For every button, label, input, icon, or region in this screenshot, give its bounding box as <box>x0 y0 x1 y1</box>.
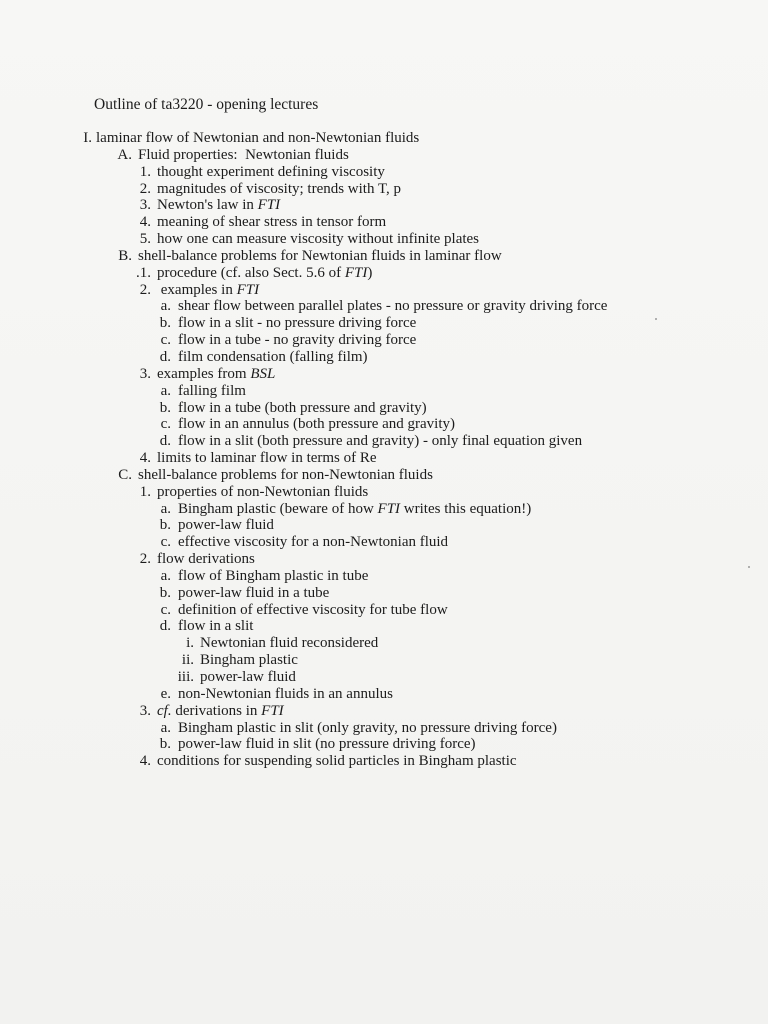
outline-item-level-3 <box>0 231 768 248</box>
outline-item-level-5 <box>0 669 768 686</box>
outline-text <box>138 248 502 265</box>
outline-text-main: shear flow between parallel plates - no pressure or gravity driving force <box>178 298 608 315</box>
outline-text <box>138 467 433 484</box>
outline-marker: 4. <box>139 214 151 231</box>
outline-item-level-4 <box>0 332 768 349</box>
outline-text <box>157 450 377 467</box>
outline-text <box>157 282 259 299</box>
outline-text <box>178 720 557 737</box>
outline-text-main: examples from <box>157 365 251 382</box>
outline-marker: d. <box>159 348 171 365</box>
outline-text <box>157 551 255 568</box>
outline-text <box>178 568 368 585</box>
outline-text-main: shell-balance problems for Newtonian fluids in laminar flow <box>138 247 502 264</box>
outline-text-main: procedure (cf. also Sect. 5.6 of <box>157 264 345 281</box>
outline-text-main: Bingham plastic (beware of how <box>178 500 378 517</box>
outline-marker: 2. <box>139 281 151 298</box>
outline-text-main: falling film <box>178 382 246 399</box>
outline-text <box>200 669 296 686</box>
outline-marker: e. <box>160 685 171 702</box>
outline-text-italic: FTI <box>236 281 260 298</box>
outline-item-level-4 <box>0 400 768 417</box>
outline-text <box>178 332 416 349</box>
outline-item-level-5 <box>0 652 768 669</box>
outline-item-level-4 <box>0 501 768 518</box>
outline-item-level-3 <box>0 282 768 299</box>
outline-marker: 4. <box>139 450 151 467</box>
outline-marker: b. <box>159 517 171 534</box>
outline-marker: b. <box>159 399 171 416</box>
outline-text <box>178 400 427 417</box>
outline-text-main: flow derivations <box>157 551 255 568</box>
outline-text <box>178 383 246 400</box>
outline-text <box>178 534 448 551</box>
outline-item-level-3 <box>0 197 768 214</box>
outline-text-main: power-law fluid in a tube <box>178 584 330 601</box>
outline-text-main: flow in an annulus (both pressure and gravity) <box>178 416 456 433</box>
lecture-outline <box>0 130 768 770</box>
outline-text <box>200 652 298 669</box>
outline-text <box>178 298 607 315</box>
outline-text <box>157 703 284 720</box>
outline-text <box>157 484 368 501</box>
outline-item-level-4 <box>0 686 768 703</box>
outline-text <box>157 265 372 282</box>
outline-marker: A. <box>117 146 132 163</box>
outline-text-main: Fluid properties: Newtonian fluids <box>138 146 349 163</box>
page-title: Outline of ta3220 - opening lectures <box>94 96 319 113</box>
outline-marker: 3. <box>139 702 151 719</box>
outline-text-main: magnitudes of viscosity; trends with T, p <box>157 180 402 197</box>
outline-text-main: non-Newtonian fluids in an annulus <box>178 685 393 702</box>
outline-text-main: laminar flow of Newtonian and non-Newtonian fluids <box>96 130 420 146</box>
outline-text-main: derivations in <box>171 702 262 719</box>
outline-text <box>157 753 517 770</box>
outline-marker: b. <box>159 584 171 601</box>
outline-text-italic: cf. <box>157 702 172 719</box>
outline-text <box>178 315 416 332</box>
outline-item-level-4 <box>0 618 768 635</box>
outline-item-level-3 <box>0 265 768 282</box>
outline-item-level-3 <box>0 703 768 720</box>
outline-text-main: examples in <box>157 281 237 298</box>
outline-marker: 1. <box>139 163 151 180</box>
outline-text-main: thought experiment defining viscosity <box>157 163 385 180</box>
outline-text-main: how one can measure viscosity without infinite plates <box>157 231 480 248</box>
outline-text <box>200 635 378 652</box>
outline-item-level-4 <box>0 433 768 450</box>
outline-item-level-4 <box>0 736 768 753</box>
outline-marker: c. <box>160 416 171 433</box>
outline-text-main: limits to laminar flow in terms of Re <box>157 450 377 467</box>
outline-text <box>178 585 329 602</box>
outline-text-main: definition of effective viscosity for tube flow <box>178 601 448 618</box>
outline-marker: 5. <box>139 231 151 248</box>
outline-text <box>178 686 393 703</box>
outline-text <box>178 517 274 534</box>
outline-marker: a. <box>160 719 171 736</box>
outline-marker: a. <box>160 500 171 517</box>
outline-marker: 2. <box>139 180 151 197</box>
outline-item-level-4 <box>0 349 768 366</box>
outline-text-main: shell-balance problems for non-Newtonian fluids <box>138 466 433 483</box>
outline-text-main: flow in a tube - no gravity driving force <box>178 332 417 349</box>
outline-marker: d. <box>159 618 171 635</box>
outline-text <box>157 366 275 383</box>
outline-item-level-4 <box>0 568 768 585</box>
outline-text-italic: FTI <box>344 264 368 281</box>
outline-item-level-2 <box>0 248 768 265</box>
outline-text-italic: FTI <box>261 702 284 719</box>
outline-item-level-2 <box>0 147 768 164</box>
outline-item-level-1 <box>0 130 768 147</box>
outline-marker: c. <box>160 601 171 618</box>
outline-item-level-3 <box>0 551 768 568</box>
outline-item-level-4 <box>0 298 768 315</box>
outline-item-level-4 <box>0 534 768 551</box>
outline-text-after: writes this equation!) <box>400 500 532 517</box>
outline-text-italic: FTI <box>377 500 401 517</box>
outline-text-main: properties of non-Newtonian fluids <box>157 483 369 500</box>
outline-text <box>157 164 385 181</box>
outline-item-level-4 <box>0 602 768 619</box>
outline-text-main: power-law fluid <box>178 517 274 534</box>
outline-text <box>178 349 368 366</box>
outline-text-main: meaning of shear stress in tensor form <box>157 214 387 231</box>
outline-text <box>178 433 582 450</box>
outline-text <box>157 181 401 198</box>
outline-text <box>157 231 479 248</box>
outline-item-level-3 <box>0 164 768 181</box>
outline-text-main: conditions for suspending solid particles in Bingham plastic <box>157 753 517 770</box>
outline-marker: .1. <box>136 264 151 281</box>
outline-text-main: Newton's law in <box>157 197 258 214</box>
outline-marker: a. <box>160 298 171 315</box>
outline-text-italic: FTI <box>257 197 281 214</box>
outline-text <box>157 197 280 214</box>
outline-text <box>178 618 253 635</box>
outline-text-main: flow in a slit - no pressure driving force <box>178 315 417 332</box>
outline-text-main: Newtonian fluid reconsidered <box>200 635 379 652</box>
outline-text-main: flow in a slit <box>178 618 254 635</box>
outline-text <box>138 147 349 164</box>
scan-speck <box>655 318 657 320</box>
outline-text-main: Bingham plastic in slit (only gravity, no pressure driving force) <box>178 719 557 736</box>
outline-text-main: flow in a slit (both pressure and gravity) - only final equation given <box>178 433 583 450</box>
outline-item-level-3 <box>0 753 768 770</box>
outline-item-level-3 <box>0 450 768 467</box>
outline-item-level-3 <box>0 366 768 383</box>
outline-marker: 4. <box>139 753 151 770</box>
outline-item-level-3 <box>0 214 768 231</box>
outline-text <box>178 416 455 433</box>
outline-marker: b. <box>159 315 171 332</box>
outline-marker: B. <box>118 247 132 264</box>
outline-marker: i. <box>186 635 194 652</box>
outline-item-level-4 <box>0 416 768 433</box>
outline-item-level-3 <box>0 484 768 501</box>
outline-marker: c. <box>160 534 171 551</box>
scan-speck <box>748 566 750 568</box>
outline-text <box>178 736 476 753</box>
outline-item-level-4 <box>0 517 768 534</box>
outline-marker: c. <box>160 332 171 349</box>
outline-marker: a. <box>160 382 171 399</box>
outline-item-level-4 <box>0 315 768 332</box>
outline-text-after: ) <box>367 264 373 281</box>
outline-marker: 3. <box>139 197 151 214</box>
outline-text <box>178 602 448 619</box>
outline-item-level-2 <box>0 467 768 484</box>
outline-text-main: power-law fluid <box>200 669 296 685</box>
outline-text-main: effective viscosity for a non-Newtonian fluid <box>178 534 449 551</box>
outline-item-level-3 <box>0 181 768 198</box>
outline-marker: iii. <box>177 669 194 685</box>
outline-text <box>96 130 419 147</box>
outline-item-level-4 <box>0 720 768 737</box>
outline-text-main: film condensation (falling film) <box>178 348 368 365</box>
outline-marker: 3. <box>139 365 151 382</box>
outline-text-main: power-law fluid in slit (no pressure driving force) <box>178 736 476 753</box>
outline-marker: ii. <box>181 652 194 669</box>
outline-item-level-4 <box>0 383 768 400</box>
outline-text-main: flow of Bingham plastic in tube <box>178 567 369 584</box>
outline-text <box>157 214 386 231</box>
outline-item-level-5 <box>0 635 768 652</box>
outline-marker: d. <box>159 433 171 450</box>
outline-marker: a. <box>160 567 171 584</box>
outline-marker: C. <box>118 466 132 483</box>
outline-marker: 1. <box>139 483 151 500</box>
outline-text <box>178 501 531 518</box>
outline-item-level-4 <box>0 585 768 602</box>
outline-text-italic: BSL <box>250 365 276 382</box>
outline-text-main: flow in a tube (both pressure and gravity) <box>178 399 427 416</box>
outline-marker: I. <box>83 130 92 146</box>
outline-marker: b. <box>159 736 171 753</box>
outline-marker: 2. <box>139 551 151 568</box>
outline-text-main: Bingham plastic <box>200 652 298 669</box>
